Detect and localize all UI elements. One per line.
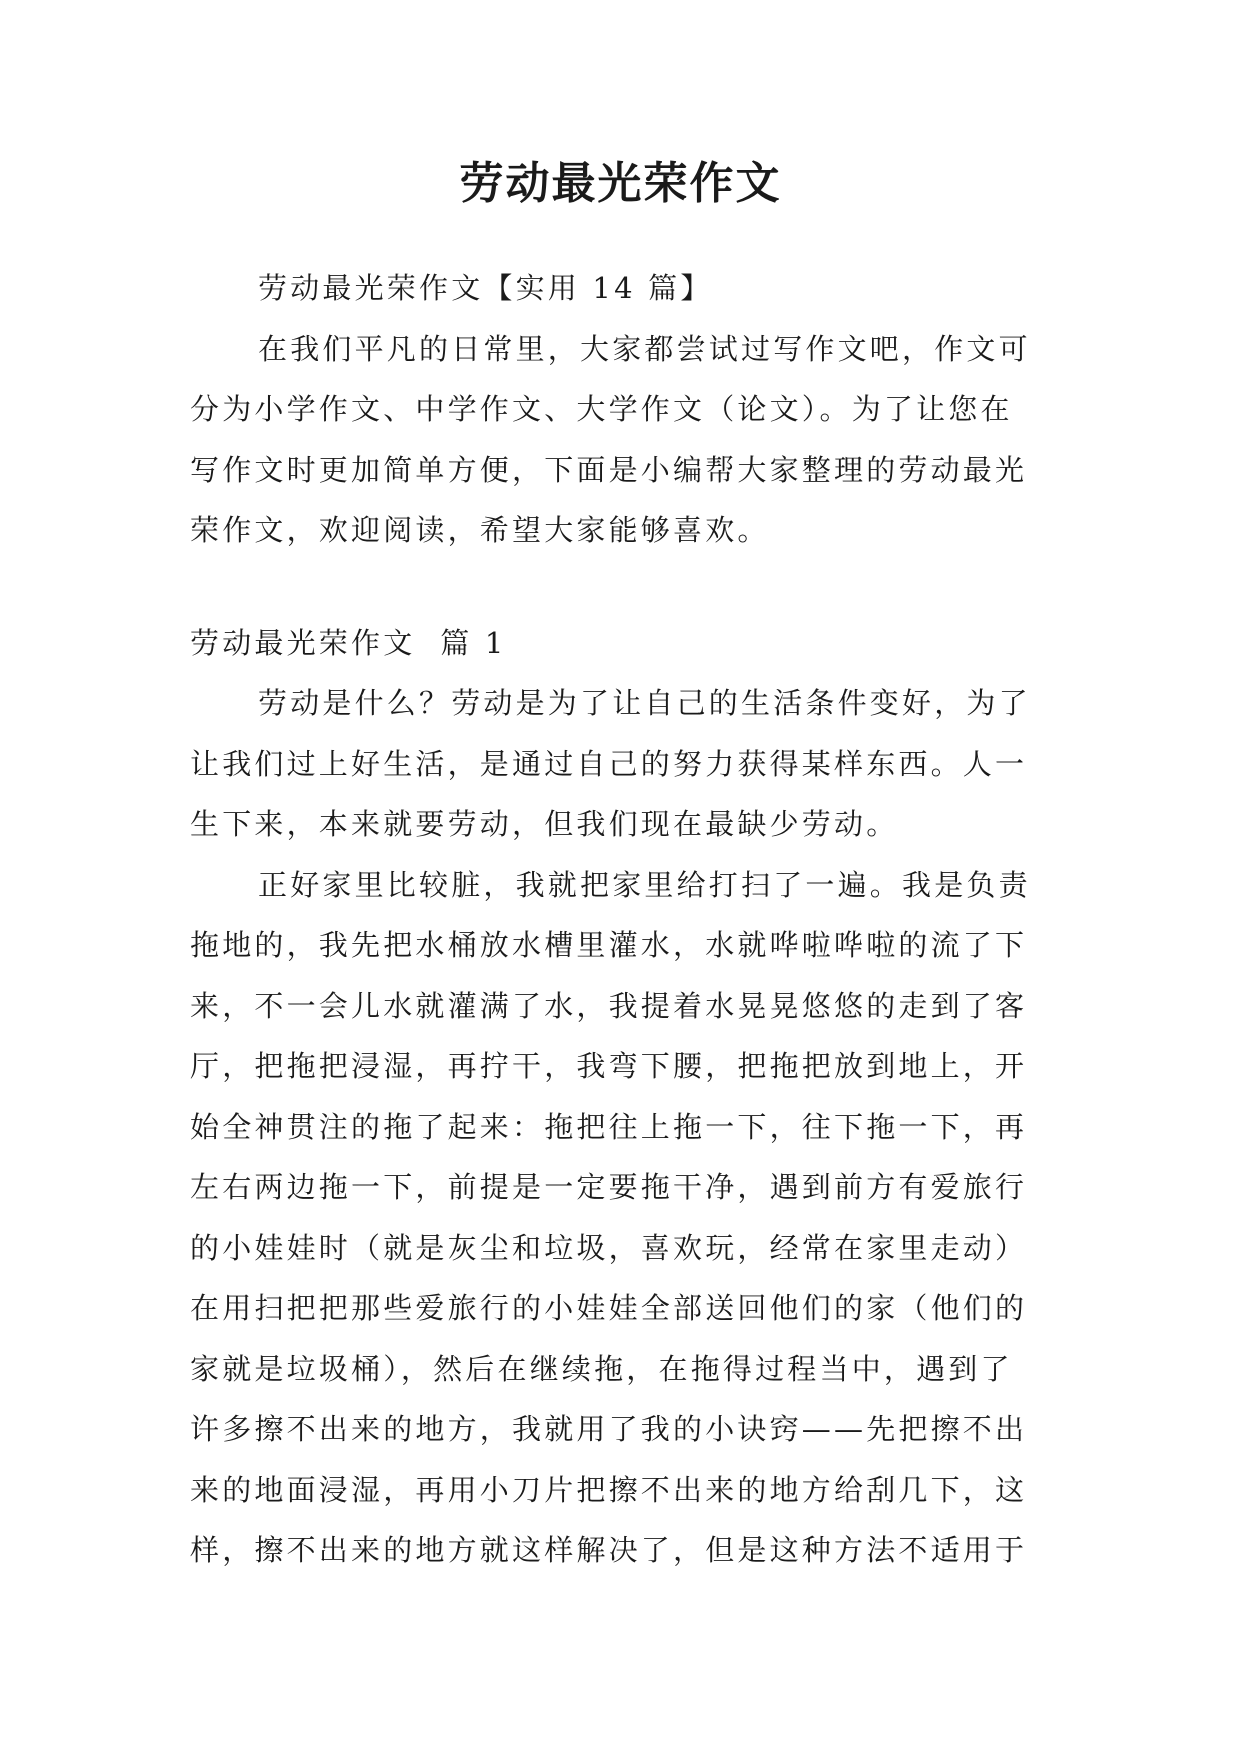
text-line: 拖地的，我先把水桶放水槽里灌水，水就哗啦哗啦的流了下: [190, 928, 1028, 962]
text-line: 让我们过上好生活，是通过自己的努力获得某样东西。人一: [190, 746, 1028, 781]
document-body: [190, 258, 1050, 1581]
text-line: 生下来，本来就要劳动，但我们现在最缺少劳动。: [190, 807, 899, 841]
text-line: 写作文时更加简单方便，下面是小编帮大家整理的劳动最光: [190, 452, 1028, 487]
text-line: 家就是垃圾桶），然后在继续拖，在拖得过程当中，遇到了: [190, 1351, 1013, 1386]
text-line: 来的地面浸湿，再用小刀片把擦不出来的地方给刮几下，这: [190, 1472, 1028, 1507]
text-line: 在用扫把把那些爱旅行的小娃娃全部送回他们的家（他们的: [190, 1291, 1028, 1325]
text-line: 正好家里比较脏，我就把家里给打扫了一遍。我是负责: [258, 867, 1031, 902]
text-line: 荣作文，欢迎阅读，希望大家能够喜欢。: [190, 513, 770, 547]
text-line: 劳动是什么？劳动是为了让自己的生活条件变好，为了: [258, 686, 1031, 720]
text-line: 左右两边拖一下，前提是一定要拖干净，遇到前方有爱旅行: [190, 1170, 1028, 1204]
paragraph-2: [190, 855, 1050, 1581]
text-line: 在我们平凡的日常里，大家都尝试过写作文吧，作文可: [258, 331, 1031, 366]
text-line: 来，不一会儿水就灌满了水，我提着水晃晃悠悠的走到了客: [190, 988, 1028, 1023]
document-title: 劳动最光荣作文: [459, 158, 782, 209]
text-line: 分为小学作文、中学作文、大学作文（论文）。为了让您在: [190, 392, 1013, 426]
intro-paragraph: [190, 319, 1050, 561]
text-line: 厅，把拖把浸湿，再拧干，我弯下腰，把拖把放到地上，开: [190, 1049, 1028, 1083]
text-line: 始全神贯注的拖了起来：拖把往上拖一下，往下拖一下，再: [190, 1109, 1028, 1144]
text-line: 许多擦不出来的地方，我就用了我的小诀窍——先把擦不出: [190, 1412, 1028, 1446]
paragraph-1: [190, 673, 1050, 855]
text-line: 的小娃娃时（就是灰尘和垃圾，喜欢玩，经常在家里走动）: [190, 1230, 1028, 1265]
section-heading: 劳动最光荣作文 篇 1: [190, 625, 507, 660]
paragraph-spacer: [190, 561, 1050, 613]
document-subtitle: 劳动最光荣作文【实用 14 篇】: [258, 271, 713, 305]
text-line: 样，擦不出来的地方就这样解决了，但是这种方法不适用于: [190, 1533, 1028, 1567]
